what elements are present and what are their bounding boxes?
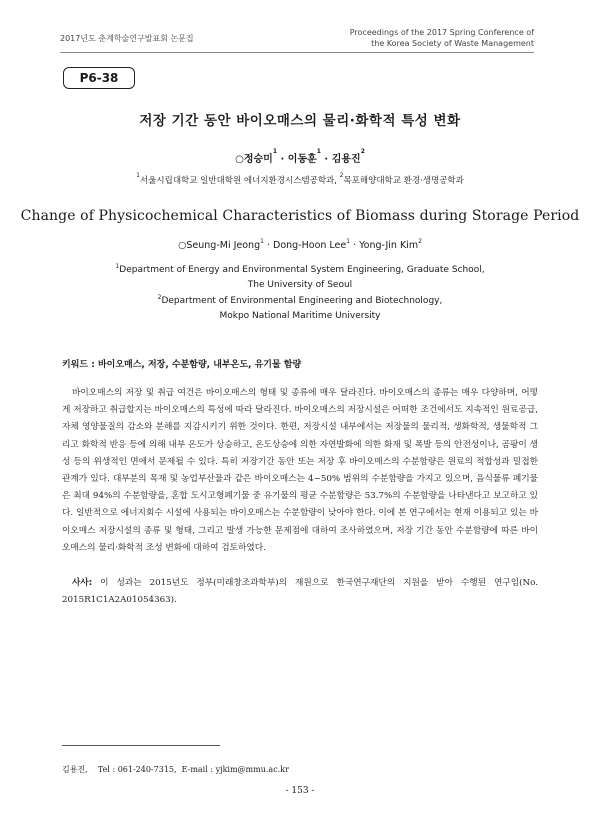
author-1-sup: 1 (272, 148, 278, 155)
author-3-sup: 2 (418, 238, 422, 245)
english-affiliation-1-line-1 (0, 265, 600, 275)
affil-1-sup: 1 (136, 172, 140, 179)
author-1: ○정승미 (235, 154, 273, 165)
author-1: ○Seung-Mi Jeong (178, 240, 261, 251)
korean-affiliations (0, 174, 600, 186)
korean-title: 저장 기간 동안 바이오매스의 물리·화학적 특성 변화 (139, 113, 461, 129)
english-affiliation-2-line-2: Mokpo National Maritime University (219, 311, 381, 321)
header-rule (60, 52, 534, 53)
affil-1: 서울시립대학교 일반대학원 에너지환경시스템공학과, (139, 176, 340, 186)
affil-2-text: Department of Environmental Engineering and Biotechnology, (161, 296, 443, 306)
abstract-paragraph: 바이오매스의 저장 및 취급 여건은 바이오매스의 형태 및 종류에 매우 달라진다. 바이오매스의 종류는 매우 다양하며, 어떻게 저장하고 취급할지는 바이오매스의 특성에 따라 달라진다. 바이오매스의 저장시설은 어떠한 조건에서도 지속적인 원료공급, 자체 영양물질의 감소와 분해를 지감시키기 위한 것이다. 한편, 저장시설 내부에서는 저장물의 물리적, 생화학적, 생물학적 그리고 화학적 반응 등에 의해 내부 온도가 상승하고, 온도상승에 의한 자연발화에 의한 화재 및 폭발 등의 안전성이나, 곰팡이 생성 등의 위생적인 면에서 문제될 수 있다. 특히 저장기간 동안 또는 저장 후 바이오매스의 수분함량은 원료의 적합성과 밀접한 관계가 있다. 대부분의 목재 및 농업부산물과 같은 바이오매스는 4~50% 범위의 수분함량을 가지고 있으며, 음식물류 폐기물은 최대 94%의 수분함량을, 혼합 도시고형폐기물 중 유기물의 평균 수분함량은 53.7%의 수분함량을 나타낸다고 보고하고 있다. 일반적으로 에너지회수 시설에 사용되는 바이오매스는 수분함량이 낮아야 한다. 이에 본 연구에서는 현재 이용되고 있는 바이오매스 저장시설의 종류 및 형태, 그리고 발생 가능한 문제점에 대하여 조사하였으며, 저장 기간 동안 수분함량에 따른 바이오매스의 물리·화학적 조성 변화에 대하여 검토하였다. (62, 388, 538, 553)
author-separator: · (263, 240, 273, 251)
english-affiliation-2-line-1 (0, 296, 600, 306)
running-header-right-line1: Proceedings of the 2017 Spring Conference of (349, 28, 534, 37)
author-3: 김용진 (331, 154, 361, 165)
page-number: - 153 - (285, 786, 315, 796)
keywords: 키워드 : 바이오매스, 저장, 수분함량, 내부온도, 유기물 함량 (62, 360, 302, 370)
author-separator: · (350, 240, 360, 251)
english-authors (0, 240, 600, 251)
author-1-sup: 1 (260, 238, 264, 245)
author-separator: · (320, 154, 332, 165)
acknowledgement-text: 이 성과는 2015년도 정부(미래창조과학부)의 재원으로 한국연구재단의 지원을 받아 수행된 연구임(No. 2015R1C1A2A01054363). (62, 578, 538, 606)
running-header-right-line2: the Korea Society of Waste Management (371, 39, 534, 48)
acknowledgement-label: 사사: (72, 578, 93, 588)
korean-authors (0, 150, 600, 165)
acknowledgement-paragraph (62, 575, 538, 609)
corresponding-author-footnote: 김용진, Tel : 061-240-7315, E-mail : yjkim@mmu.ac.kr (62, 765, 289, 774)
author-3-sup: 2 (360, 148, 365, 155)
affil-2-sup: 2 (157, 294, 162, 301)
paper-code-badge: P6-38 (63, 67, 135, 89)
affil-1-text: Department of Energy and Environmental System Engineering, Graduate School, (119, 265, 485, 275)
affil-2-sup: 2 (339, 172, 344, 179)
running-header-left: 2017년도 춘계학술연구발표회 논문집 (60, 34, 194, 43)
affil-2: 목포해양대학교 환경·생명공학과 (343, 176, 464, 186)
english-title: Change of Physicochemical Characteristics of Biomass during Storage Period (20, 208, 580, 224)
author-2: 이동훈 (287, 154, 317, 165)
author-2-sup: 1 (316, 148, 321, 155)
affil-1-sup: 1 (115, 263, 120, 270)
author-2-sup: 1 (346, 238, 351, 245)
author-separator: · (277, 154, 288, 165)
running-header-right (350, 27, 534, 49)
footnote-rule (62, 745, 220, 746)
author-3: Yong-Jin Kim (359, 240, 419, 251)
author-2: Dong-Hoon Lee (273, 240, 347, 251)
english-affiliation-1-line-2: The University of Seoul (247, 280, 353, 290)
